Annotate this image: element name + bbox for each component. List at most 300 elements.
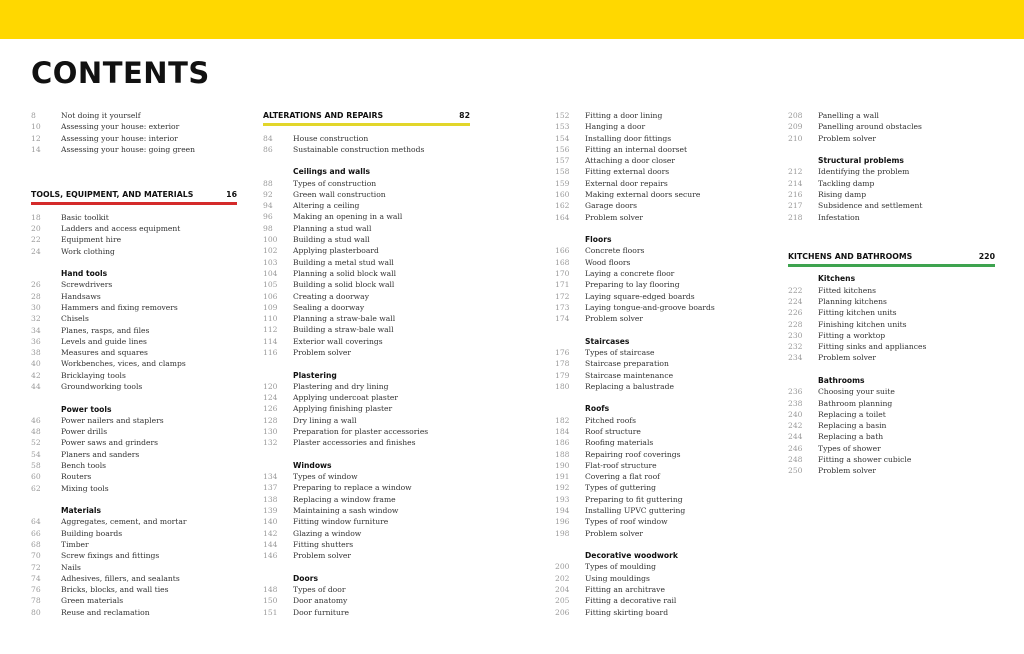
entry-title: Finishing kitchen units (818, 319, 907, 329)
page-number: 112 (263, 325, 278, 335)
page-number: 24 (31, 246, 41, 256)
kitchens-list (788, 285, 995, 364)
spacer (263, 358, 470, 369)
entry-title: Planers and sanders (61, 449, 140, 459)
toc-entry (263, 268, 470, 279)
entry-title: Planning kitchens (818, 296, 887, 306)
page-number: 188 (555, 449, 570, 459)
toc-entry (31, 550, 237, 561)
page-number: 200 (555, 562, 570, 572)
toc-entry (555, 268, 763, 279)
toc-entry (555, 528, 763, 539)
page-number: 191 (555, 472, 570, 482)
toc-entry (263, 539, 470, 550)
spacer (555, 539, 763, 550)
entry-title: Exterior wall coverings (293, 336, 383, 346)
page-number: 212 (788, 167, 803, 177)
toc-entry (555, 144, 763, 155)
spacer (788, 364, 995, 375)
page-number: 160 (555, 190, 570, 200)
page-number: 224 (788, 296, 803, 306)
page-number: 158 (555, 167, 570, 177)
page-number: 206 (555, 607, 570, 617)
floors-list (555, 245, 763, 324)
page-number: 66 (31, 528, 41, 538)
toc-entry (31, 325, 237, 336)
entry-title: Applying finishing plaster (293, 404, 393, 414)
toc-entry (555, 460, 763, 471)
toc-entry (31, 607, 237, 618)
toc-entry (31, 381, 237, 392)
page-number: 88 (263, 178, 273, 188)
toc-entry (555, 279, 763, 290)
entry-title: Types of window (293, 472, 358, 482)
entry-title: Bathroom planning (818, 398, 893, 408)
page-number: 178 (555, 359, 570, 369)
toc-entry (555, 471, 763, 482)
entry-title: Repairing roof coverings (585, 449, 681, 459)
toc-entry (31, 313, 237, 324)
page-number: 92 (263, 189, 273, 199)
toc-entry (555, 426, 763, 437)
toc-entry (263, 426, 470, 437)
toc-entry (31, 370, 237, 381)
entry-title: Choosing your suite (818, 387, 895, 397)
toc-entry (555, 482, 763, 493)
toc-entry (263, 211, 470, 222)
entry-title: Fitted kitchens (818, 285, 877, 295)
page-number: 14 (31, 144, 41, 154)
page-number: 240 (788, 409, 803, 419)
toc-entry (31, 584, 237, 595)
page-number: 140 (263, 517, 278, 527)
entry-title: Fitting window furniture (293, 517, 389, 527)
page-number: 176 (555, 348, 570, 358)
page-number: 172 (555, 291, 570, 301)
section-heading-alterations (263, 110, 470, 121)
entry-title: Replacing a window frame (293, 494, 396, 504)
toc-entry (263, 347, 470, 358)
entry-title: Work clothing (61, 246, 115, 256)
toc-entry (788, 189, 995, 200)
toc-entry (555, 110, 763, 121)
entry-title: Preparing to fit guttering (585, 494, 683, 504)
spacer (788, 223, 995, 251)
toc-entry (31, 347, 237, 358)
entry-title: Routers (61, 472, 92, 482)
entry-title: Fitting a door lining (585, 111, 663, 120)
toc-entry (555, 155, 763, 166)
page-number: 168 (555, 257, 570, 267)
entry-title: Staircase preparation (585, 359, 669, 369)
page-number: 64 (31, 517, 41, 527)
toc-entry (788, 307, 995, 318)
page-number: 120 (263, 381, 278, 391)
toc-entry (263, 279, 470, 290)
subheading-windows: Windows (293, 460, 332, 470)
page-number: 150 (263, 596, 278, 606)
toc-entry (555, 370, 763, 381)
page-number: 100 (263, 235, 278, 245)
toc-entry (263, 144, 470, 155)
entry-title: House construction (293, 133, 369, 143)
entry-title: Types of shower (818, 443, 881, 453)
page-number: 105 (263, 280, 278, 290)
page-number: 171 (555, 280, 570, 290)
entry-title: Creating a doorway (293, 291, 370, 301)
entry-title: Concrete floors (585, 246, 645, 256)
entry-title: Handsaws (61, 291, 101, 301)
page-number: 236 (788, 387, 803, 397)
page-number: 130 (263, 427, 278, 436)
page-number: 248 (788, 455, 803, 464)
toc-entry (263, 607, 470, 618)
entry-title: Building a metal stud wall (293, 257, 394, 267)
entry-title: Replacing a balustrade (585, 381, 674, 391)
spacer (788, 144, 995, 155)
alterations-list (263, 133, 470, 156)
page-number: 146 (263, 551, 278, 561)
entry-title: Covering a flat roof (585, 472, 660, 482)
page-number: 142 (263, 528, 278, 538)
entry-title: Aggregates, cement, and mortar (61, 517, 187, 527)
section-title: TOOLS, EQUIPMENT, AND MATERIALS (31, 190, 194, 200)
entry-title: Applying plasterboard (293, 246, 379, 256)
subheading-bathrooms: Bathrooms (818, 375, 865, 385)
power-tools-list (31, 415, 237, 494)
subheading-decorative-woodwork: Decorative woodwork (585, 551, 678, 561)
entry-title: Rising damp (818, 189, 867, 199)
page-number: 78 (31, 596, 41, 606)
toc-entry (555, 257, 763, 268)
toc-entry (555, 358, 763, 369)
entry-title: Panelling around obstacles (818, 122, 922, 132)
page-number: 156 (555, 144, 570, 154)
toc-entry (788, 341, 995, 352)
page-number: 10 (31, 122, 41, 132)
entry-title: Fitting a decorative rail (585, 596, 677, 606)
toc-entry (788, 454, 995, 465)
entry-title: Building a straw-bale wall (293, 325, 394, 335)
structural-list (788, 166, 995, 222)
page-number: 102 (263, 246, 278, 256)
page-number: 194 (555, 506, 570, 516)
toc-entry (555, 505, 763, 516)
subheading-staircases: Staircases (585, 336, 630, 346)
section-rule (263, 123, 470, 126)
toc-entry (263, 245, 470, 256)
spacer (31, 155, 237, 189)
entry-title: Types of door (293, 584, 346, 594)
toc-column-2 (263, 110, 470, 618)
entry-title: Bench tools (61, 461, 107, 470)
spacer (555, 223, 763, 234)
entry-title: Types of guttering (585, 483, 656, 493)
entry-title: Roofing materials (585, 438, 654, 448)
toc-entry (263, 505, 470, 516)
page-number: 109 (263, 302, 278, 312)
page-number: 166 (555, 246, 570, 256)
entry-title: Roof structure (585, 426, 641, 436)
toc-entry (263, 257, 470, 268)
toc-entry (263, 189, 470, 200)
entry-title: Bricklaying tools (61, 370, 126, 380)
toc-entry (555, 516, 763, 527)
toc-entry (555, 245, 763, 256)
page-number: 126 (263, 404, 278, 414)
entry-title: Ladders and access equipment (61, 223, 181, 233)
toc-entry (31, 539, 237, 550)
entry-title: Problem solver (585, 528, 644, 538)
entry-title: Green materials (61, 596, 124, 606)
entry-title: Problem solver (818, 353, 877, 363)
toc-entry (555, 133, 763, 144)
toc-entry (788, 431, 995, 442)
page-number: 234 (788, 353, 803, 363)
subheading-roofs: Roofs (585, 404, 610, 414)
page-number: 208 (788, 111, 803, 120)
toc-entry (31, 291, 237, 302)
page-number: 222 (788, 285, 803, 295)
toc-entry (555, 189, 763, 200)
spacer (31, 257, 237, 268)
entry-title: Altering a ceiling (293, 201, 360, 211)
entry-title: Replacing a bath (818, 432, 884, 442)
toc-column-1 (31, 110, 237, 618)
toc-entry (788, 178, 995, 189)
toc-entry (263, 584, 470, 595)
page-number: 164 (555, 212, 570, 222)
entry-title: External door repairs (585, 178, 668, 188)
yellow-banner (0, 0, 1024, 39)
page-number: 192 (555, 483, 570, 493)
toc-entry (263, 200, 470, 211)
toc-entry (31, 528, 237, 539)
toc-entry (555, 291, 763, 302)
toc-entry (263, 133, 470, 144)
entry-title: Problem solver (818, 466, 877, 476)
toc-entry (788, 212, 995, 223)
spacer (263, 155, 470, 166)
toc-entry (788, 398, 995, 409)
page-number: 162 (555, 201, 570, 211)
section-rule (31, 202, 237, 205)
decorative-list-continued (788, 110, 995, 144)
toc-column-3 (555, 110, 763, 618)
page-number: 80 (31, 607, 41, 617)
subheading-kitchens: Kitchens (818, 274, 856, 284)
toc-entry (31, 279, 237, 290)
entry-title: Replacing a basin (818, 421, 887, 431)
entry-title: Fitting shutters (293, 539, 354, 549)
toc-entry (263, 392, 470, 403)
entry-title: Plastering and dry lining (293, 381, 389, 391)
entry-title: Dry lining a wall (293, 415, 357, 425)
entry-title: Measures and squares (61, 348, 148, 358)
ceilings-walls-list (263, 178, 470, 359)
page-number: 246 (788, 443, 803, 453)
entry-title: Levels and guide lines (61, 336, 147, 346)
entry-title: Problem solver (818, 133, 877, 143)
entry-title: Sealing a doorway (293, 302, 365, 312)
page-number: 32 (31, 314, 41, 324)
page-number: 214 (788, 178, 803, 188)
entry-title: Making external doors secure (585, 190, 701, 200)
entry-title: Problem solver (585, 314, 644, 324)
toc-entry (263, 324, 470, 335)
toc-entry (555, 584, 763, 595)
page-number: 154 (555, 133, 570, 143)
toc-entry (263, 381, 470, 392)
section-heading-kitchens (788, 251, 995, 262)
toc-entry (31, 562, 237, 573)
page-number: 60 (31, 472, 41, 482)
page-number: 242 (788, 421, 803, 431)
page-number: 217 (788, 201, 803, 211)
intro-list (31, 110, 237, 155)
toc-entry (31, 449, 237, 460)
toc-entry (31, 516, 237, 527)
page-number: 157 (555, 156, 570, 166)
page-number: 86 (263, 144, 273, 154)
page-number: 173 (555, 302, 570, 312)
entry-title: Wood floors (585, 257, 631, 267)
entry-title: Types of staircase (585, 348, 655, 358)
subheading-doors: Doors (293, 573, 319, 583)
entry-title: Pitched roofs (585, 415, 636, 425)
toc-entry (263, 437, 470, 448)
toc-entry (555, 178, 763, 189)
page-number: 193 (555, 494, 570, 504)
entry-title: Adhesives, fillers, and sealants (61, 573, 180, 583)
toc-entry (788, 352, 995, 363)
toc-entry (263, 223, 470, 234)
page-number: 153 (555, 122, 570, 132)
page-number: 52 (31, 438, 41, 448)
subheading-materials: Materials (61, 506, 102, 516)
entry-title: Not doing it yourself (61, 111, 141, 120)
page-number: 58 (31, 461, 41, 470)
entry-title: Attaching a door closer (585, 156, 675, 166)
toc-entry (31, 246, 237, 257)
entry-title: Chisels (61, 314, 89, 324)
toc-entry (263, 336, 470, 347)
plastering-list (263, 381, 470, 449)
entry-title: Preparing to lay flooring (585, 280, 680, 290)
toc-entry (31, 437, 237, 448)
toc-entry (263, 403, 470, 414)
toc-entry (263, 302, 470, 313)
entry-title: Making an opening in a wall (293, 212, 403, 222)
toc-entry (263, 528, 470, 539)
page-number: 44 (31, 382, 41, 392)
toc-entry (263, 516, 470, 527)
page-number: 170 (555, 269, 570, 279)
toc-column-4 (788, 110, 995, 477)
page-number: 62 (31, 483, 41, 493)
page-number: 40 (31, 359, 41, 369)
page-number: 28 (31, 291, 41, 301)
windows-list (263, 471, 470, 561)
page-number: 18 (31, 212, 41, 222)
entry-title: Timber (61, 539, 89, 549)
entry-title: Panelling a wall (818, 111, 879, 120)
page-number: 96 (263, 212, 273, 222)
spacer (31, 392, 237, 403)
page-number: 46 (31, 415, 41, 425)
section-rule (788, 264, 995, 267)
hand-tools-list (31, 279, 237, 392)
toc-entry (555, 437, 763, 448)
page-number: 148 (263, 584, 278, 594)
entry-title: Preparing to replace a window (293, 483, 412, 493)
page-number: 198 (555, 528, 570, 538)
entry-title: Building a stud wall (293, 235, 370, 245)
toc-entry (31, 234, 237, 245)
toc-entry (31, 144, 237, 155)
spacer (555, 325, 763, 336)
toc-entry (263, 291, 470, 302)
page-number: 132 (263, 438, 278, 448)
page-number: 76 (31, 585, 41, 595)
toc-entry (31, 483, 237, 494)
toc-entry (788, 386, 995, 397)
toc-entry (263, 415, 470, 426)
page-number: 116 (263, 348, 278, 358)
entry-title: Planes, rasps, and files (61, 325, 150, 335)
toc-entry (31, 121, 237, 132)
entry-title: Basic toolkit (61, 212, 109, 222)
page-number: 26 (31, 280, 41, 290)
entry-title: Door furniture (293, 607, 349, 617)
toc-entry (263, 313, 470, 324)
entry-title: Fitting a worktop (818, 330, 886, 340)
entry-title: Subsidence and settlement (818, 201, 923, 211)
page-number: 159 (555, 178, 570, 188)
entry-title: Hammers and fixing removers (61, 302, 178, 312)
section-page: 82 (459, 111, 470, 120)
page-number: 94 (263, 201, 273, 211)
page-number: 204 (555, 585, 570, 595)
page-number: 144 (263, 539, 278, 549)
toc-entry (31, 358, 237, 369)
doors-list (263, 584, 470, 618)
entry-title: Problem solver (293, 551, 352, 561)
entry-title: Equipment hire (61, 235, 122, 245)
entry-title: Preparation for plaster accessories (293, 427, 429, 436)
page-number: 42 (31, 370, 41, 380)
entry-title: Screw fixings and fittings (61, 551, 160, 561)
spacer (263, 449, 470, 460)
subheading-hand-tools: Hand tools (61, 269, 108, 279)
section-title: KITCHENS AND BATHROOMS (788, 251, 913, 261)
entry-title: Planning a straw-bale wall (293, 314, 396, 324)
page-number: 20 (31, 223, 41, 233)
toc-entry (788, 200, 995, 211)
spacer (263, 561, 470, 572)
toc-entry (555, 494, 763, 505)
page-number: 137 (263, 483, 278, 493)
page-number: 12 (31, 133, 41, 143)
toc-entry (555, 212, 763, 223)
toc-entry (31, 336, 237, 347)
page-number: 54 (31, 449, 41, 459)
entry-title: Mixing tools (61, 483, 109, 493)
entry-title: Workbenches, vices, and clamps (61, 359, 186, 369)
page-number: 103 (263, 257, 278, 267)
page-number: 139 (263, 505, 278, 515)
entry-title: Assessing your house: interior (61, 133, 178, 143)
